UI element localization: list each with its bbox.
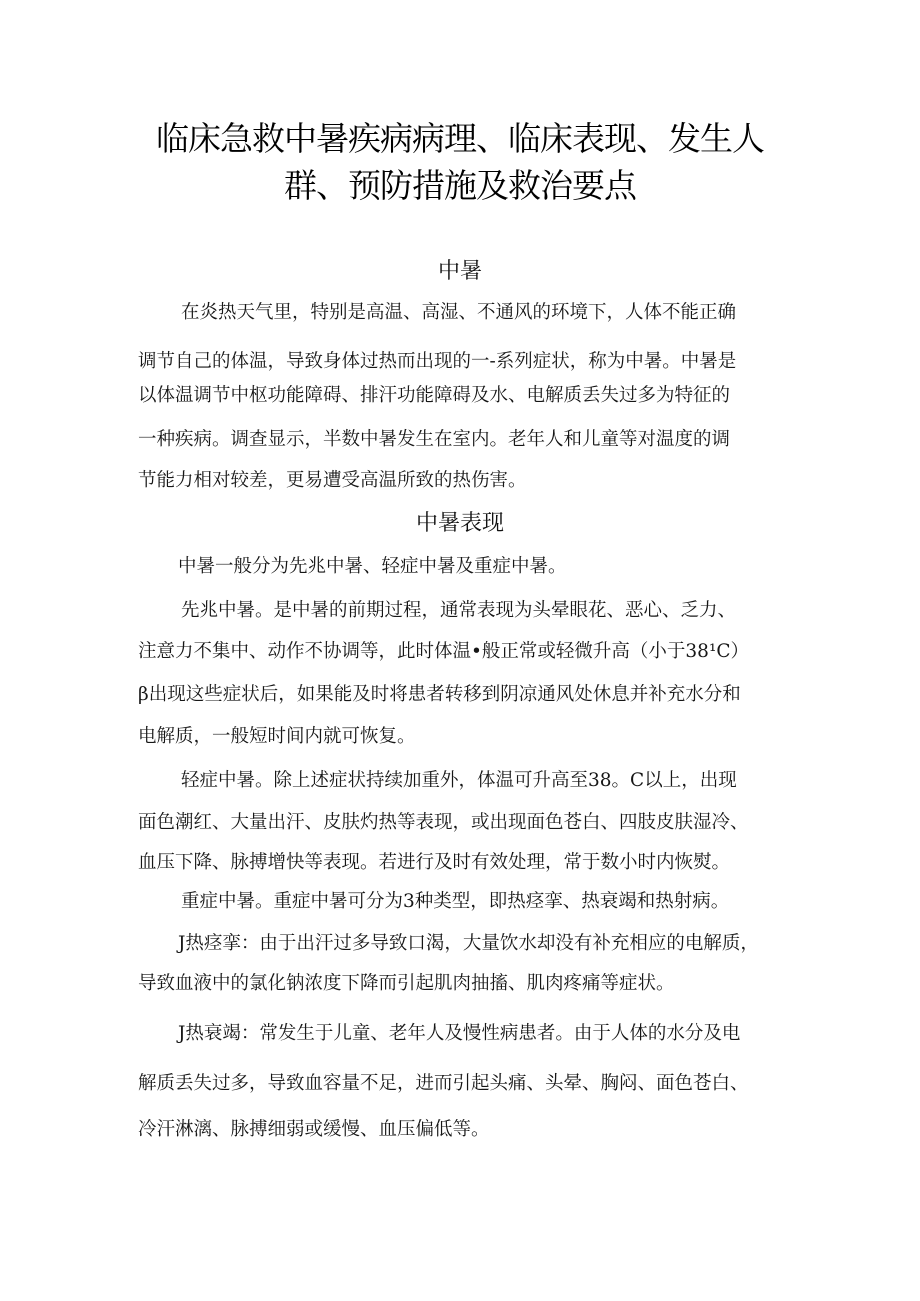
paragraph-line: 电解质，一般短时间内就可恢复。 — [138, 726, 416, 747]
paragraph-line: 冷汗淋漓、脉搏细弱或缓慢、血压偏低等。 — [138, 1119, 490, 1140]
paragraph-line: 面色潮红、大量出汗、皮肤灼热等表现，或出现面色苍白、四肢皮肤湿冷、 — [138, 812, 749, 833]
document-title-line-2: 群、预防措施及救治要点 — [284, 166, 636, 205]
paragraph-line: 节能力相对较差，更易遭受高温所致的热伤害。 — [138, 470, 527, 491]
paragraph-line: 在炎热天气里，特别是高温、高湿、不通风的环境下，人体不能正确 — [181, 302, 737, 323]
paragraph-line: 先兆中暑。是中暑的前期过程，通常表现为头晕眼花、恶心、乏力、 — [181, 600, 737, 621]
paragraph-line: β出现这些症状后，如果能及时将患者转移到阴凉通风处休息并补充水分和 — [138, 684, 741, 705]
paragraph-line: 调节自己的体温，导致身体过热而出现的一-系列症状，称为中暑。中暑是 — [138, 351, 737, 372]
paragraph-line: 解质丢失过多，导致血容量不足，进而引起头痛、头晕、胸闷、面色苍白、 — [138, 1073, 749, 1094]
paragraph-line: J热衰竭：常发生于儿童、老年人及慢性病患者。由于人体的水分及电 — [178, 1023, 741, 1044]
paragraph-line: 轻症中暑。除上述症状持续加重外，体温可升高至38。C以上，出现 — [181, 770, 737, 791]
paragraph-line: 重症中暑。重症中暑可分为3种类型，即热痉挛、热衰竭和热射病。 — [181, 891, 730, 912]
paragraph-line: J热痉挛：由于出汗过多导致口渴，大量饮水却没有补充相应的电解质， — [178, 933, 759, 954]
paragraph-line: 一种疾病。调查显示，半数中暑发生在室内。老年人和儿童等对温度的调 — [138, 429, 731, 450]
paragraph-line: 以体温调节中枢功能障碍、排汗功能障碍及水、电解质丢失过多为特征的 — [138, 385, 731, 406]
document-title-line-1: 临床急救中暑疾病病理、临床表现、发生人 — [156, 119, 764, 158]
paragraph-line: 导致血液中的氯化钠浓度下降而引起肌肉抽搐、肌肉疼痛等症状。 — [138, 973, 675, 994]
section-heading-heatstroke: 中暑 — [437, 259, 482, 284]
paragraph-line: 注意力不集中、动作不协调等，此时体温•般正常或轻微升高（小于38¹C） — [138, 641, 750, 662]
paragraph-line: 血压下降、脉搏增快等表现。若进行及时有效处理，常于数小时内恢熨。 — [138, 852, 731, 873]
section-heading-symptoms: 中暑表现 — [415, 511, 504, 536]
paragraph-line: 中暑一般分为先兆中暑、轻症中暑及重症中暑。 — [178, 556, 567, 577]
